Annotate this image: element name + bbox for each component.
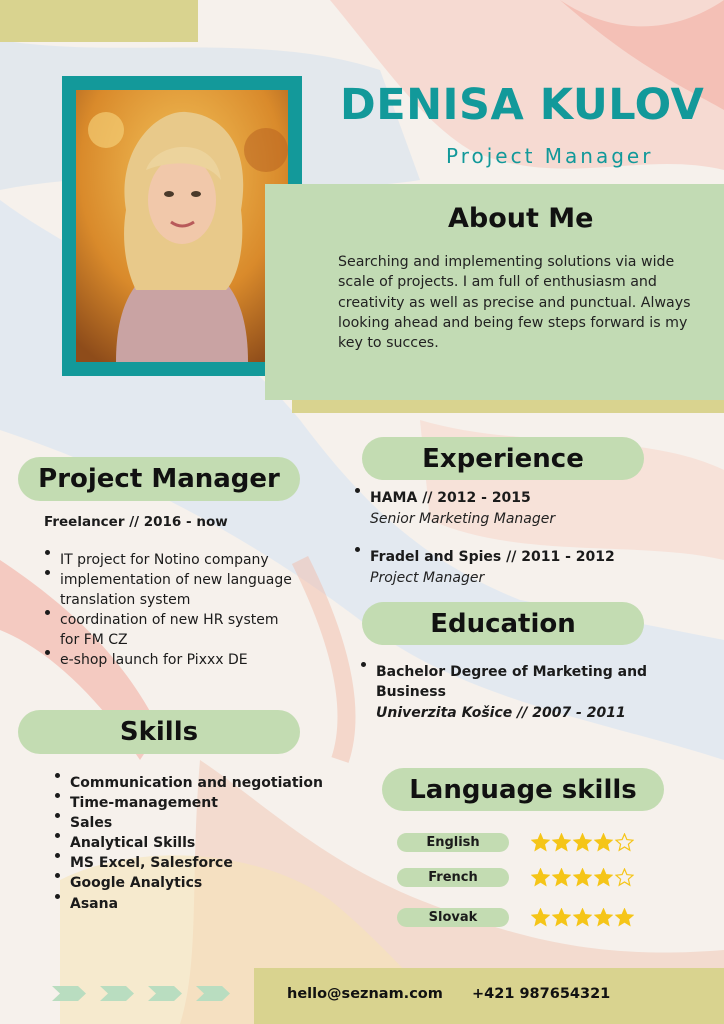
job-company: HAMA // 2012 - 2015 (370, 488, 692, 508)
skill-item: Asana (70, 894, 350, 914)
star-filled-icon (573, 833, 592, 852)
star-filled-icon (573, 868, 592, 887)
portrait-illustration (76, 90, 288, 362)
skills-heading: Skills (18, 710, 300, 754)
experience-heading: Experience (362, 437, 644, 480)
language-name: Slovak (397, 908, 509, 927)
star-filled-icon (531, 833, 550, 852)
language-rating (531, 833, 634, 852)
star-filled-icon (552, 833, 571, 852)
job-company: Fradel and Spies // 2011 - 2012 (370, 547, 692, 567)
job-position: Senior Marketing Manager (370, 511, 556, 527)
job-position: Project Manager (370, 570, 485, 586)
project-manager-heading: Project Manager (18, 457, 300, 501)
star-filled-icon (594, 833, 613, 852)
about-heading: About Me (448, 203, 594, 234)
language-name: English (397, 833, 509, 852)
star-filled-icon (531, 868, 550, 887)
skill-item: Communication and negotiation (70, 773, 350, 793)
about-text: Searching and implementing solutions via wide scale of projects. I am full of enthusiasm and creativity as well as precise and punctual. Always looking ahead and being few steps forward is my key to succes. (338, 254, 691, 352)
project-item: implementation of new language translation system (60, 570, 300, 610)
star-filled-icon (594, 908, 613, 927)
skill-item: Sales (70, 813, 350, 833)
contact-email[interactable]: hello@seznam.com (287, 986, 443, 1002)
top-accent-bar (0, 0, 198, 42)
star-filled-icon (594, 868, 613, 887)
project-item: e-shop launch for Pixxx DE (60, 650, 300, 670)
project-list (42, 550, 300, 670)
education-school: Univerzita Košice // 2007 - 2011 (376, 705, 626, 721)
freelancer-role: Freelancer // 2016 - now (44, 514, 228, 530)
chevron-right-icon (148, 986, 182, 1001)
candidate-title: Project Manager (446, 144, 654, 168)
star-filled-icon (531, 908, 550, 927)
skill-item: Google Analytics (70, 873, 350, 893)
star-filled-icon (573, 908, 592, 927)
star-filled-icon (552, 908, 571, 927)
skill-item: Analytical Skills (70, 833, 350, 853)
skill-item: Time-management (70, 793, 350, 813)
star-filled-icon (552, 868, 571, 887)
skill-item: MS Excel, Salesforce (70, 853, 350, 873)
project-item: IT project for Notino company (60, 550, 300, 570)
education-heading: Education (362, 602, 644, 645)
skills-list (52, 773, 350, 914)
job-entry (352, 547, 692, 586)
candidate-name: DENISA KULOV (340, 80, 705, 130)
job-entry (352, 488, 692, 527)
language-skills-heading: Language skills (382, 768, 664, 811)
language-rating (531, 868, 634, 887)
profile-photo (76, 90, 288, 362)
chevron-right-icon (52, 986, 86, 1001)
star-empty-icon (615, 868, 634, 887)
language-name: French (397, 868, 509, 887)
star-filled-icon (615, 908, 634, 927)
education-degree: Bachelor Degree of Marketing and Business (376, 662, 676, 702)
language-rating (531, 908, 634, 927)
project-item: coordination of new HR system for FM CZ (60, 610, 300, 650)
star-empty-icon (615, 833, 634, 852)
chevron-right-icon (100, 986, 134, 1001)
about-accent-strip (292, 400, 724, 413)
contact-phone[interactable]: +421 987654321 (472, 986, 611, 1002)
chevron-right-icon (196, 986, 230, 1001)
education-entry (358, 662, 676, 702)
